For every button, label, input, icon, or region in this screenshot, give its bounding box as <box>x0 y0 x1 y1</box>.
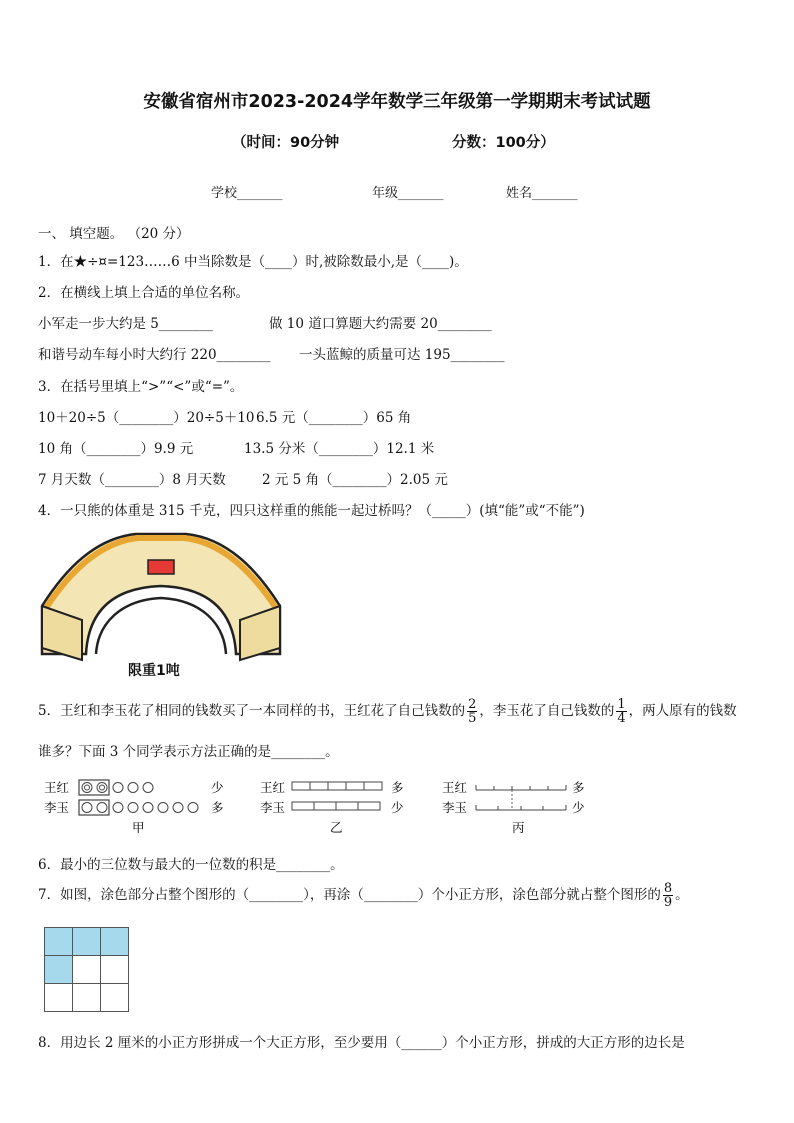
q7-end: 。 <box>675 887 689 903</box>
bing-duo: 多 <box>572 780 585 795</box>
weight-limit-label: 限重1吨 <box>128 663 180 679</box>
bing-shao: 少 <box>572 800 585 815</box>
school-field: 学校_______ <box>211 186 283 201</box>
denominator: 4 <box>617 711 626 726</box>
question-1: 1．在★÷¤=123……6 中当除数是（____）时,被除数最小,是（____)。 <box>38 254 468 270</box>
question-8: 8．用边长 2 厘米的小正方形拼成一个大正方形，至少要用（______）个小正方形，拼成的大正方形的边长是 <box>38 1035 685 1051</box>
question-3c: 10 角（________）9.9 元 <box>38 441 194 457</box>
yi-duo: 多 <box>391 780 404 795</box>
grade-field: 年级_______ <box>372 186 444 201</box>
label-yi: 乙 <box>330 820 343 835</box>
label-wanghong-jia: 王红 <box>44 780 70 795</box>
denominator: 5 <box>468 711 477 726</box>
question-5-line2: 谁多？下面 3 个同学表示方法正确的是________。 <box>38 744 339 760</box>
label-bing: 丙 <box>512 820 525 835</box>
question-4: 4．一只熊的体重是 315 千克，四只这样重的熊能一起过桥吗？（_____）(填“能”或“不能”) <box>38 503 585 519</box>
numerator: 8 <box>663 881 673 896</box>
question-2a: 小军走一步大约是 5________ <box>38 316 213 332</box>
question-2: 2．在横线上填上合适的单位名称。 <box>38 285 250 301</box>
question-6: 6．最小的三位数与最大的一位数的积是________。 <box>38 857 344 873</box>
question-3: 3．在括号里填上“>”“<”或“=”。 <box>38 379 244 395</box>
grid-cell-shaded <box>101 928 129 956</box>
question-3d: 13.5 分米（________）12.1 米 <box>244 441 435 457</box>
page-title: 安徽省宿州市2023-2024学年数学三年级第一学期期末考试试题 <box>143 92 651 112</box>
exam-score: 分数：100分） <box>452 135 555 151</box>
question-2d: 一头蓝鲸的质量可达 195________ <box>299 347 505 363</box>
fraction-1-4 <box>616 698 626 725</box>
grid-cell-shaded <box>45 956 73 984</box>
denominator: 9 <box>663 895 673 910</box>
label-liyu-bing: 李玉 <box>442 800 468 815</box>
label-jia: 甲 <box>132 820 145 835</box>
shaded-grid <box>44 927 129 1012</box>
q5-diagram <box>44 774 604 838</box>
section-heading: 一、 填空题。 （20 分） <box>38 226 190 242</box>
label-wanghong-yi: 王红 <box>260 780 286 795</box>
question-3b: 6.5 元（________）65 角 <box>256 410 412 426</box>
fraction-8-9 <box>663 882 673 909</box>
grid-cell <box>101 956 129 984</box>
q5-text-3: ，两人原有的钱数 <box>628 703 737 719</box>
grid-cell-shaded <box>73 928 101 956</box>
grid-cell <box>73 984 101 1012</box>
q5-text-2: ，李玉花了自己钱数的 <box>479 703 615 719</box>
numerator: 1 <box>617 697 626 712</box>
question-3f: 2 元 5 角（________）2.05 元 <box>262 472 448 488</box>
question-3a: 10＋20÷5（________）20÷5＋10 <box>38 410 255 426</box>
label-liyu-jia: 李玉 <box>44 800 70 815</box>
question-5 <box>38 697 737 725</box>
name-field: 姓名_______ <box>506 186 578 201</box>
grid-cell-shaded <box>45 928 73 956</box>
grid-cell <box>73 956 101 984</box>
jia-shao: 少 <box>211 780 224 795</box>
label-liyu-yi: 李玉 <box>260 800 286 815</box>
question-2b: 做 10 道口算题大约需要 20________ <box>269 316 492 332</box>
question-7 <box>38 880 689 910</box>
grid-cell <box>101 984 129 1012</box>
red-block <box>148 560 174 574</box>
numerator: 2 <box>468 697 477 712</box>
question-3e: 7 月天数（________）8 月天数 <box>38 472 226 488</box>
grid-cell <box>45 984 73 1012</box>
question-2c: 和谐号动车每小时大约行 220________ <box>38 347 271 363</box>
label-wanghong-bing: 王红 <box>442 780 468 795</box>
q7-text: 7．如图，涂色部分占整个图形的（________），再涂（________）个小正方形，涂色部分就占整个图形的 <box>38 887 661 903</box>
bridge-illustration <box>36 528 286 678</box>
bridge-arch <box>96 598 226 654</box>
q5-text-1: 5．王红和李玉花了相同的钱数买了一本同样的书，王红花了自己钱数的 <box>38 703 466 719</box>
jia-duo: 多 <box>211 800 224 815</box>
exam-time: （时间：90分钟 <box>232 135 340 151</box>
yi-shao: 少 <box>391 800 404 815</box>
fraction-2-5 <box>467 698 477 725</box>
